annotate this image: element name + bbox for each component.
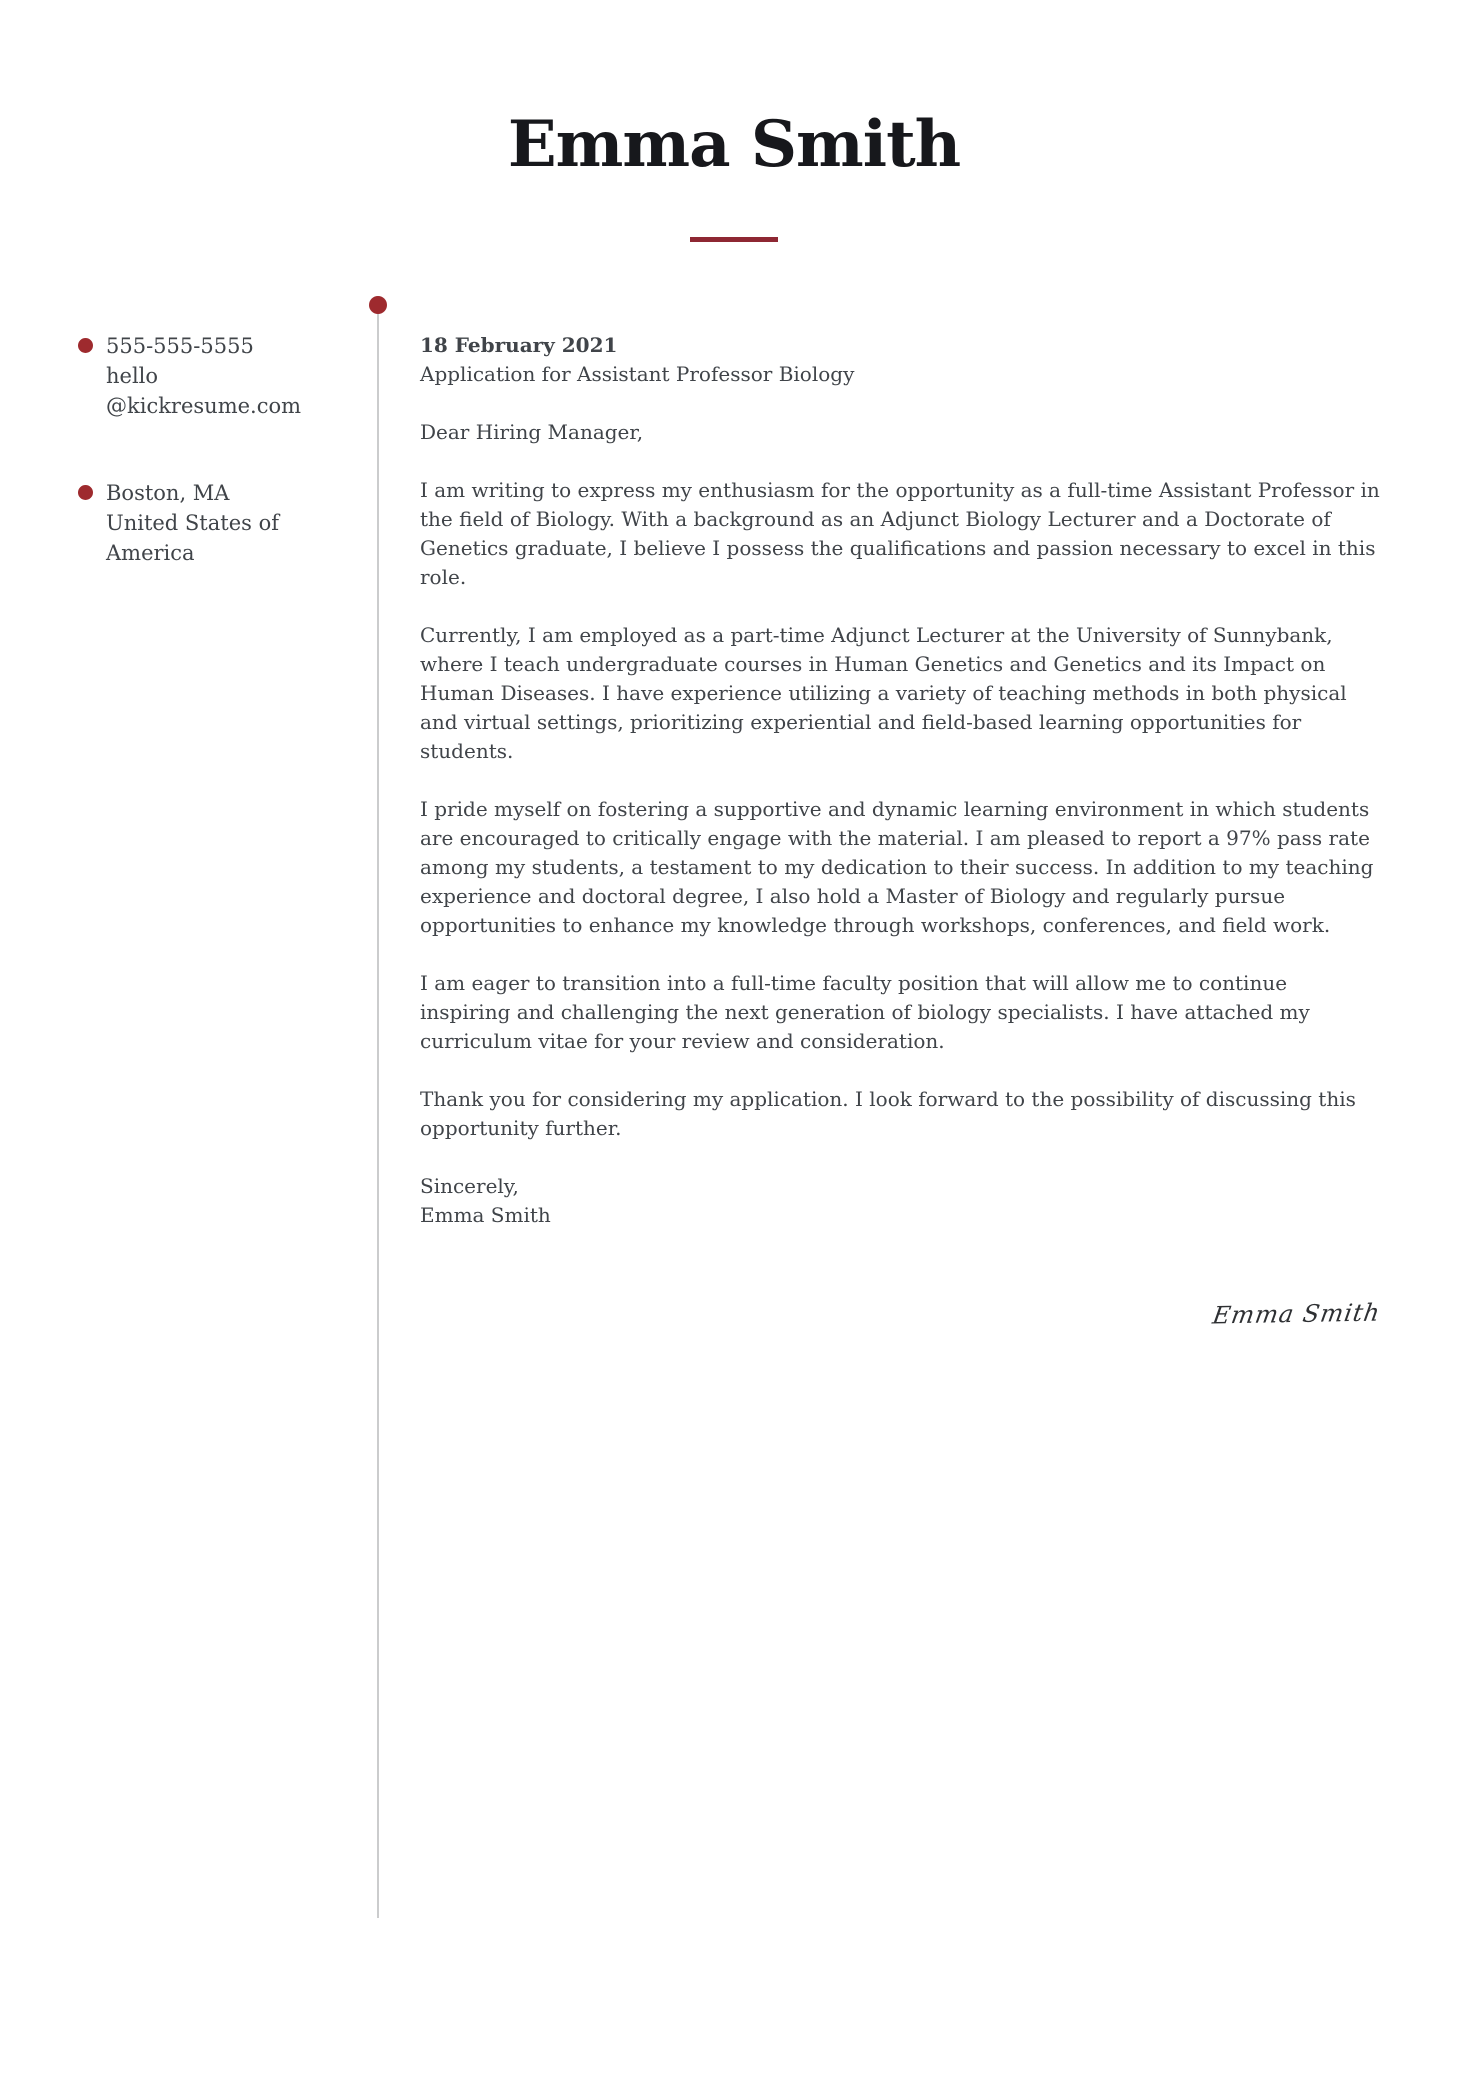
closing-block [420, 1172, 1380, 1230]
contact-group-location [78, 478, 333, 568]
phone-number: 555-555-5555 [106, 334, 254, 358]
timeline-rule [377, 313, 379, 1918]
letter-header [0, 0, 1468, 242]
letter-subject: Application for Assistant Professor Biology [420, 362, 855, 386]
letter-paragraph-2: Currently, I am employed as a part-time Adjunct Lecturer at the University of Sunnybank, where I teach undergraduate courses in Human Genetics and Genetics and its Impact on Human Diseases. I have experience utilizing a variety of teaching methods in both physical and virtual settings, prioritizing experiential and field-based learning opportunities for students. [420, 623, 1347, 763]
contact-lines-phone-email [106, 331, 301, 421]
closing-word: Sincerely, [420, 1174, 519, 1198]
bullet-dot-icon [78, 338, 93, 353]
email-line-1: hello [106, 364, 159, 388]
applicant-name-title: Emma Smith [507, 107, 961, 182]
letter-date: 18 February 2021 [420, 333, 618, 357]
email-line-2: @kickresume.com [106, 394, 302, 418]
salutation: Dear Hiring Manager, [420, 420, 644, 444]
contact-sidebar [78, 331, 333, 568]
handwritten-signature: Emma Smith [1210, 1298, 1383, 1330]
letter-paragraph-1: I am writing to express my enthusiasm for the opportunity as a full-time Assistant Professor in the field of Biology. With a background as an Adjunct Biology Lecturer and a Doctorate of Genetics graduate, I believe I possess the qualifications and passion necessary to excel in this role. [420, 478, 1380, 589]
title-divider-rule [690, 237, 778, 242]
contact-lines-location [106, 478, 279, 568]
signature-area [420, 1298, 1383, 1330]
letter-paragraph-5: Thank you for considering my application. I look forward to the possibility of discussing this opportunity further. [420, 1087, 1356, 1140]
location-country-line-1: United States of [106, 511, 280, 535]
letter-paragraph-4: I am eager to transition into a full-time faculty position that will allow me to continue inspiring and challenging the next generation of biology specialists. I have attached my curriculum vitae for your review and consideration. [420, 971, 1310, 1053]
signer-name: Emma Smith [420, 1203, 551, 1227]
location-country-line-2: America [106, 541, 195, 565]
location-city: Boston, MA [106, 481, 230, 505]
letter-paragraph-3: I pride myself on fostering a supportive and dynamic learning environment in which students are encouraged to critically engage with the material. I am pleased to report a 97% pass rate among my students, a testament to my dedication to their success. In addition to my teaching experience and doctoral degree, I also hold a Master of Biology and regularly pursue opportunities to enhance my knowledge through workshops, conferences, and field work. [420, 797, 1374, 937]
bullet-dot-icon [78, 485, 93, 500]
contact-group-phone-email [78, 331, 333, 421]
letter-content [420, 331, 1383, 1330]
timeline-dot-icon [369, 296, 387, 314]
